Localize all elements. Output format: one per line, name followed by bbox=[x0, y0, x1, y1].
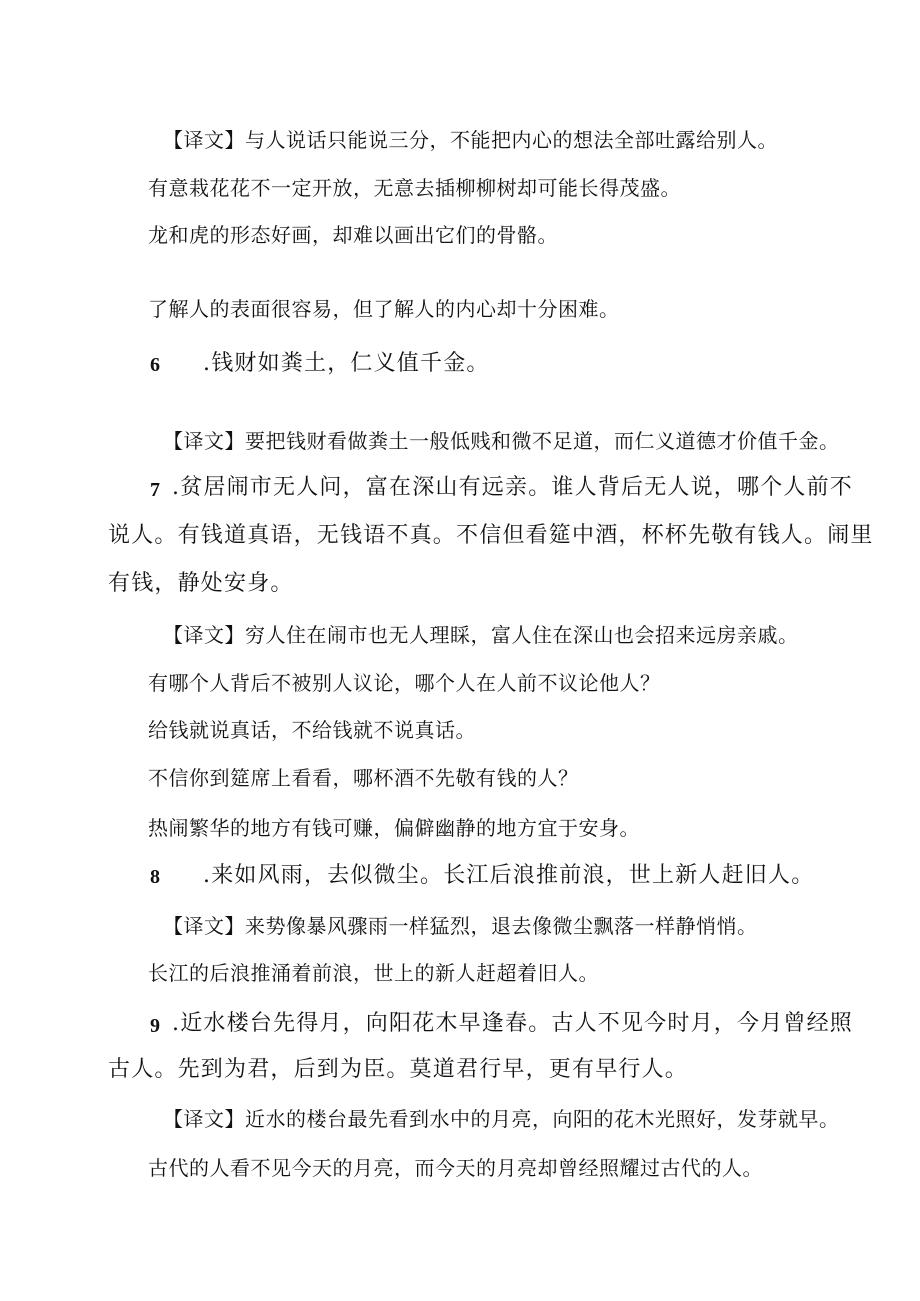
proverb-line: 有钱，静处安身。 bbox=[108, 571, 294, 596]
proverb-line: 说人。有钱道真语，无钱语不真。不信但看筵中酒，杯杯先敬有钱人。闹里 bbox=[108, 523, 874, 548]
proverb-line: .来如风雨，去似微尘。长江后浪推前浪，世上新人赶旧人。 bbox=[203, 863, 815, 888]
text-line: 有意栽花花不一定开放，无意去插柳柳树却可能长得茂盛。 bbox=[148, 176, 681, 200]
translation-line: 【译文】近水的楼台最先看到水中的月亮，向阳的花木光照好，发芽就早。 bbox=[163, 1107, 840, 1131]
translation-line: 【译文】与人说话只能说三分，不能把内心的想法全部吐露给别人。 bbox=[163, 128, 778, 152]
text-line: 热闹繁华的地方有钱可赚，偏僻幽静的地方宜于安身。 bbox=[148, 816, 640, 840]
item-number: 6 bbox=[150, 354, 160, 376]
text-line: 古代的人看不见今天的月亮，而今天的月亮却曾经照耀过古代的人。 bbox=[148, 1156, 763, 1180]
text-line: 了解人的表面很容易，但了解人的内心却十分困难。 bbox=[148, 297, 620, 321]
text-line: 不信你到筵席上看看，哪杯酒不先敬有钱的人？ bbox=[148, 766, 579, 790]
text-line: 有哪个人背后不被别人议论，哪个人在人前不议论他人？ bbox=[148, 671, 661, 695]
proverb-line: 古人。先到为君，后到为臣。莫道君行早，更有早行人。 bbox=[108, 1057, 689, 1082]
translation-line: 【译文】穷人住在闹市也无人理睬，富人住在深山也会招来远房亲戚。 bbox=[163, 623, 799, 647]
item-number: 8 bbox=[150, 866, 160, 888]
proverb-line: .近水楼台先得月，向阳花木早逢春。古人不见今时月，今月曾经照 bbox=[172, 1011, 853, 1036]
proverb-line: .钱财如粪土，仁义值千金。 bbox=[203, 351, 490, 376]
text-line: 长江的后浪推涌着前浪，世上的新人赶超着旧人。 bbox=[148, 961, 599, 985]
text-line: 给钱就说真话，不给钱就不说真话。 bbox=[148, 718, 476, 742]
proverb-line: .贫居闹市无人问，富在深山有远亲。谁人背后无人说，哪个人前不 bbox=[172, 475, 853, 500]
text-line: 龙和虎的形态好画，却难以画出它们的骨骼。 bbox=[148, 223, 558, 247]
item-number: 7 bbox=[150, 479, 160, 501]
translation-line: 【译文】来势像暴风骤雨一样猛烈，退去像微尘飘落一样静悄悄。 bbox=[163, 914, 758, 938]
item-number: 9 bbox=[150, 1015, 160, 1037]
translation-line: 【译文】要把钱财看做粪土一般低贱和微不足道，而仁义道德才价值千金。 bbox=[163, 429, 840, 453]
